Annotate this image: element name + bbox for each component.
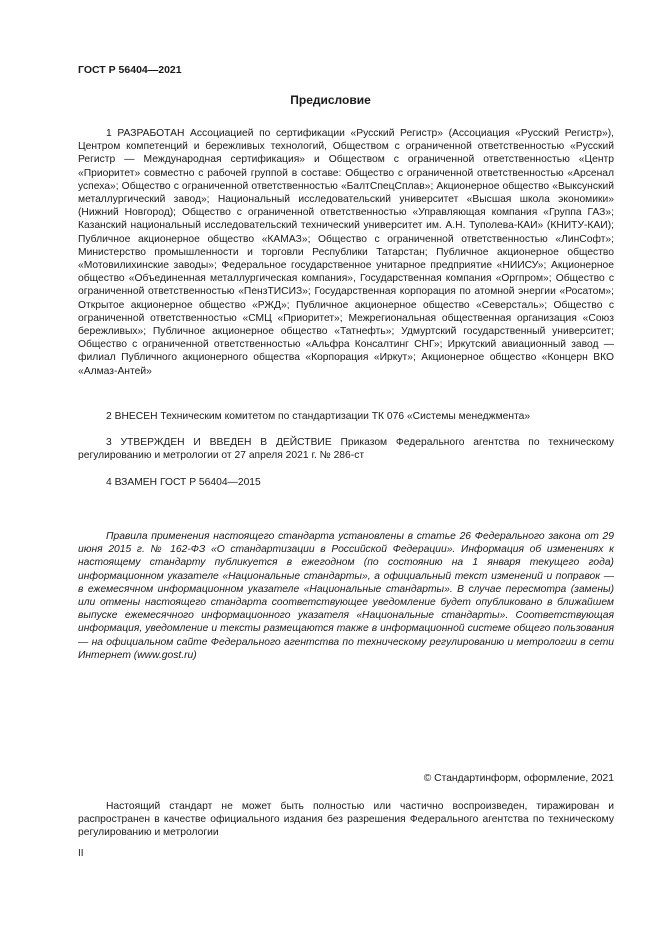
reproduction-notice <box>78 800 614 840</box>
foreword-item-4 <box>78 476 614 489</box>
application-rules-notice-text: Правила применения настоящего стандарта установлены в статье 26 Федерального закона от 29 июня 2015 г. № 162-ФЗ «О стандартизации в Российской Федерации». Информация об изменениях к настоящему стандарту публикуется в ежегодном (по состоянию на 1 января текущего года) информационном указателе «Национальные стандарты», а официальный текст изменений и поправок — в ежемесячном информационном указателе «Национальные стандарты». В случае пересмотра (замены) или отмены настоящего стандарта соответствующее уведомление будет опубликовано в ближайшем выпуске ежемесячного информационного указателя «Национальные стандарты». Соответствующая информация, уведомление и тексты размещаются также в информационной системе общего пользования — на официальном сайте Федерального агентства по техническому регулированию и метрологии в сети Интернет (www.gost.ru) <box>78 531 614 661</box>
foreword-item-3 <box>78 436 614 462</box>
section-title: Предисловие <box>290 93 371 107</box>
application-rules-notice <box>78 530 614 662</box>
foreword-item-2 <box>78 410 614 423</box>
foreword-item-1-text: 1 РАЗРАБОТАН Ассоциацией по сертификации «Русский Регистр» (Ассоциация «Русский Регистр»), Центром компетенций и бережливых технологий, Обществом с ограниченной ответственностью «Русский Регистр — Международная сертификация» и Обществом с ограниченной ответственностью «Центр «Приоритет» совместно с рабочей группой в составе: Общество с ограниченной ответственностью «Арсенал успеха»; Общество с ограниченной ответственностью «БалтСпецСплав»; Акционерное общество «Выксунский металлургический завод»; Национальный исследовательский университет «Высшая школа экономики» (Нижний Новгород); Общество с ограниченной ответственностью «Управляющая компания «Группа ГАЗ»; Казанский национальный исследовательский технический университет им. А.Н. Туполева-КАИ» (КНИТУ-КАИ); Публичное акционерное общество «КАМАЗ»; Общество с ограниченной ответственностью «ЛинСофт»; Министерство промышленности и торговли Республики Татарстан; Публичное акционерное общество «Мотовилихинские заводы»; Федеральное государственное унитарное предприятие «НИИСУ»; Акционерное общество «Объединенная металлургическая компания», Государственная компания «Оргпром»; Общество с ограниченной ответственностью «ПензТИСИЗ»; Государственная корпорация по атомной энергии «Росатом»; Открытое акционерное общество «РЖД»; Публичное акционерное общество «Северсталь»; Общество с ограниченной ответственностью «СМЦ «Приоритет»; Межрегиональная общественная организация «Союз бережливых»; Публичное акционерное общество «Татнефть»; Удмуртский государственный университет; Общество с ограниченной ответственностью «Альфра Консалтинг СНГ»; Иркутский авиационный завод — филиал Публичного акционерного общества «Корпорация «Иркут»; Акционерное общество «Концерн ВКО «Алмаз-Антей» <box>78 128 614 377</box>
foreword-item-3-text: 3 УТВЕРЖДЕН И ВВЕДЕН В ДЕЙСТВИЕ Приказом Федерального агентства по техническому регулированию и метрологии от 27 апреля 2021 г. № 286-ст <box>78 437 614 462</box>
foreword-item-4-text: 4 ВЗАМЕН ГОСТ Р 56404—2015 <box>106 477 261 488</box>
reproduction-notice-text: Настоящий стандарт не может быть полностью или частично воспроизведен, тиражирован и распространен в качестве официального издания без разрешения Федерального агентства по техническому регулированию и метрологии <box>78 801 614 839</box>
foreword-item-1 <box>78 127 614 378</box>
page-number: II <box>78 848 84 859</box>
copyright-line: © Стандартинформ, оформление, 2021 <box>423 773 614 784</box>
foreword-item-2-text: 2 ВНЕСЕН Техническим комитетом по стандартизации ТК 076 «Системы менеджмента» <box>106 411 531 422</box>
document-number-header: ГОСТ Р 56404—2021 <box>78 64 182 76</box>
